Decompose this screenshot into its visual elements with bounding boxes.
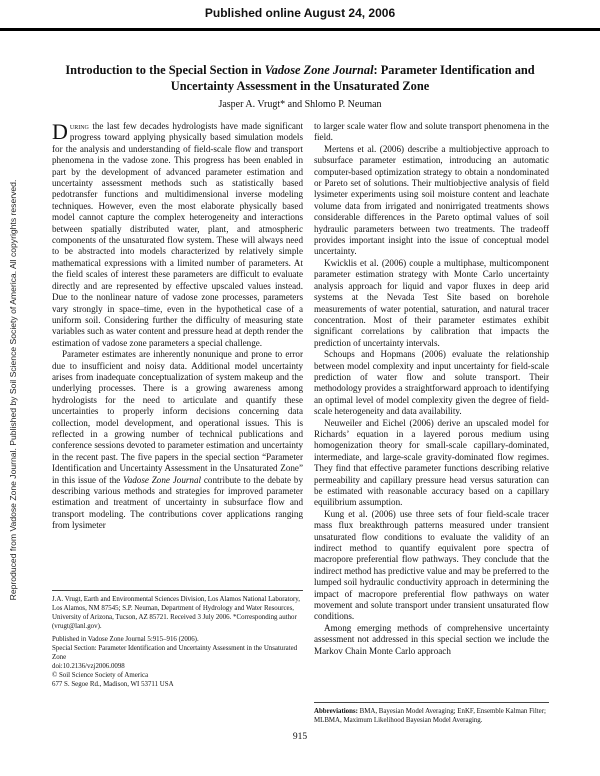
right-paragraph-6: Kung et al. (2006) use three sets of four field-scale tracer mass flux breakthrough patterns measured under transient unsaturated flow conditions to evaluate the validity of an indirect method to quantify equivalent pore spectra of macropore preferential flow pathways. They conclude that the indirect method has predictive value and may be preferred to the lumped soil hydraulic conductivity approach in determining the impact of macropore preferential flow pathways on water movement and solute transport under transient unsaturated flow conditions. (314, 508, 549, 622)
special-section-note: Special Section: Parameter Identification and Uncertainty Assessment in the Unsaturated Zone (52, 644, 298, 661)
left-paragraph-2-text-a: Parameter estimates are inherently nonunique and prone to error due to insufficient and noisy data. Additional model uncertainty arises from inadequate conceptualization of system makeup and the underlying processes. There is a growing awareness among hydrologists for the need to articulate and quantify these uncertainties to properly inform decisions concerning data collection, model development, and operational issues. This is reflected in a growing number of technical publications and conference sessions devoted to parameter estimation and uncertainty in the recent past. The five papers in the special section “Parameter Identification and Uncertainty Assessment in the Unsaturated Zone” in this issue of the (52, 349, 303, 485)
footnote-rule (52, 590, 303, 591)
article-authors: Jasper A. Vrugt* and Shlomo P. Neuman (218, 99, 382, 110)
article-title (40, 62, 560, 95)
header-rule (0, 28, 600, 31)
abbreviations-text: BMA, Bayesian Model Averaging; EnKF, Ensemble Kalman Filter; MLBMA, Maximum Likelihood Bayesian Model Averaging. (314, 708, 546, 724)
abbreviations-label: Abbreviations: (314, 708, 358, 715)
left-column (52, 121, 303, 532)
right-paragraph-7: Among emerging methods of comprehensive uncertainty assessment not addressed in this special section we include the Markov Chain Monte Carlo approach (314, 622, 549, 656)
publication-info (52, 636, 303, 690)
copyright-sidebar-text: Reproduced from Vadose Zone Journal. Published by Soil Science Society of America. All copyrights reserved. (8, 179, 18, 601)
right-paragraph-1: to larger scale water flow and solute transport phenomena in the field. (314, 121, 549, 143)
right-column (314, 121, 549, 657)
right-paragraph-2: Mertens et al. (2006) describe a multiobjective approach to subsurface parameter estimation, introducing an automatic computer-based optimization strategy to obtain a nondominated or Pareto set of solutions. Their multiobjective analysis of field lysimeter experiments using soil moisture content and leachate volume data from irrigated and nonirrigated treatments shows considerable differences in the Pareto optimal values of soil hydraulic parameters between two treatments. The tradeoff provides important insight into the issue of conceptual model uncertainty. (314, 143, 549, 257)
opening-small-caps: uring (69, 121, 89, 131)
published-in: Published in Vadose Zone Journal 5:915–916 (2006). (52, 635, 199, 643)
left-paragraph-2-journal: Vadose Zone Journal (123, 474, 202, 485)
drop-cap: D (52, 119, 68, 144)
page-number: 915 (292, 732, 308, 742)
left-paragraph-2 (52, 349, 303, 532)
title-journal: Vadose Zone Journal (264, 63, 374, 77)
published-online-date: Published online August 24, 2006 (204, 6, 396, 20)
title-part2: : Parameter Identification and Uncertainty Assessment in the Unsaturated Zone (170, 63, 535, 94)
copyright-line: © Soil Science Society of America (52, 671, 149, 679)
copyright-sidebar (4, 95, 22, 685)
title-part1: Introduction to the Special Section in (65, 63, 265, 77)
left-paragraph-1 (52, 121, 303, 349)
society-address: 677 S. Segoe Rd., Madison, WI 53711 USA (52, 680, 174, 688)
left-paragraph-2-text-b: contribute to the debate by describing various methods and strategies for improved parameter estimation and treatment of uncertainty in subsurface flow and transport modeling. The contributions cover applications ranging from lysimeter (52, 474, 303, 531)
abbreviations-note (314, 702, 549, 726)
author-affiliation: J.A. Vrugt, Earth and Environmental Sciences Division, Los Alamos National Laboratory, Los Alamos, NM 87545; S.P. Neuman, Department of Hydrology and Water Resources, University of Arizona, Tucson, AZ 85721. Received 3 July 2006. *Corresponding author (vrugt@lanl.gov). (52, 596, 300, 630)
footnotes (52, 590, 303, 694)
left-paragraph-1-text: the last few decades hydrologists have made significant progress toward applying physically based simulation models for the analysis and understanding of field-scale flow and transport phenomena in the vadose zone. This progress has been enabled in part by the development of advanced parameter estimation and uncertainty assessment methods such as statistically based pedotransfer functions and multidimensional inverse modeling techniques. However, even the most elaborate physically based model cannot capture the complex heterogeneity and interactions between spatially distributed water, plant, and atmospheric components of the unsaturated flow system. These will always need to be abstracted into models characterized by relatively simple mathematical expressions with a limited number of parameters. At the field scales of interest these parameters are difficult to evaluate directly and are represented by effective upscaled values instead. Due to the nonlinear nature of vadose zone processes, parameters vary strongly in space–time, even in the hypothetical case of a uniform soil. Considering further the difficulty of measuring state variables such as water content and pressure head at depth render the estimation of vadose zone parameters a special challenge. (52, 121, 303, 348)
right-paragraph-5: Neuweiler and Eichel (2006) derive an upscaled model for Richards’ equation in a layered porous medium using homogenization theory for small-scale capillary-dominated, intermediate, and large-scale gravity-dominated flow regimes. They find that effective parameter functions describing relative permeability and capillary pressure head versus saturation can be estimated with reasonable accuracy based on a capillary equilibrium assumption. (314, 417, 549, 508)
right-paragraph-3: Kwicklis et al. (2006) couple a multiphase, multicomponent parameter estimation strategy with Monte Carlo uncertainty analysis approach for liquid and vapor fluxes in deep arid systems at the Nevada Test Site based on borehole measurements of water potential, saturation, and natural tracer concentration. Most of their parameter estimates exhibit significant correlations by calibration that impacts the prediction of uncertainty intervals. (314, 257, 549, 348)
abbreviations-rule (314, 702, 549, 703)
right-paragraph-4: Schoups and Hopmans (2006) evaluate the relationship between model complexity and input uncertainty for field-scale prediction of water flow and solute transport. Their methodology provides a straightforward approach to identifying an optimal level of model complexity given the degree of field-scale heterogeneity and data availability. (314, 349, 549, 417)
doi: doi:10.2136/vzj2006.0098 (52, 662, 125, 670)
page-header (0, 0, 600, 40)
